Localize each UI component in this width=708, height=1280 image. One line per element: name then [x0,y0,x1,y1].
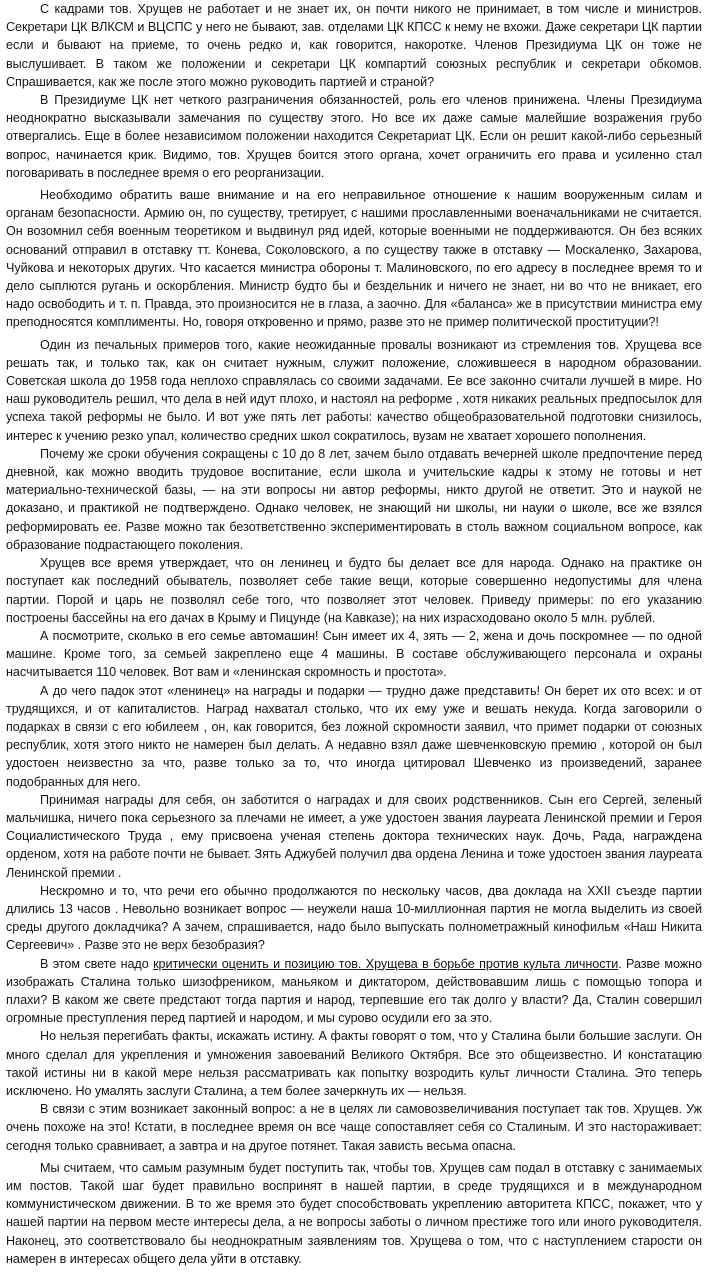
personality-cult-rest: . Разве можно изображать Сталина только шизофреником, маньяком и диктатором, действовавшим лишь с помощью топора и плахи? В каком же свете предстают тогда партия и народ, терпевшие его так долго у власти? Да, Сталин совершил огромные преступления перед партией и народом, и мы сурово осудили его за это. [6,956,702,1026]
paragraph-leninist-claims: Хрущев все время утверждает, что он ленинец и будто бы делает все для народа. Однако на практике он поступает как последний обыватель, позволяет себе такие вещи, которые совершенно недопустимы для члена партии. Порой и царь не позволял себе того, что позволяет этот человек. Приведу примеры: по его указанию построены бассейны на его дачах в Крыму и Пицунде (на Кавказе); на них израсходовано около 5 млн. рублей. [6,556,702,625]
paragraph-armed-forces: Необходимо обратить ваше внимание и на его неправильное отношение к нашим вооруженным силам и органам безопасности. Армию он, по существу, третирует, с нашими прославленными военачальниками не считается. Он возомнил себя военным теоретиком и выдвинул ряд идей, которые военными не поддерживаются. Он без всяких оснований отправил в отставку тт. Конева, Соколовского, а по существу также в отставку — Москаленко, Захарова, Чуйкова и некоторых других. Что касается министра обороны т. Малиновского, по его адресу в последнее время то и дело сыплются ругань и оскорбления. Министр будто бы и бездельник и ничего не знает, ни во что не вникает, его надо освободить и т. п. Правда, это произносится не в глаза, а заочно. Для «баланса» же в присутствии министра ему преподносятся комплименты. Но, говоря откровенно и прямо, разве это не пример политической проституции?! [6,188,702,330]
paragraph-long-speeches: Нескромно и то, что речи его обычно продолжаются по нескольку часов, два доклада на XXII съезде партии длились 13 часов . Невольно возникает вопрос — неужели наша 10-миллионная партия не могла выделить из своей среды другого докладчика? А зачем, спрашивается, надо было выпускать полнометражный кинофильм «Наш Никита Сергеевич» . Разве это не верх безобразия? [6,883,702,953]
paragraph-awards-gifts: А до чего падок этот «ленинец» на награды и подарки — трудно даже представить! Он берет их ото всех: и от трудящихся, и от капиталистов. Наград нахватал столько, что их ему уже и вешать некуда. Когда заговорили о подарках в связи с его юбилеем , он, как говорится, без ложной скромности заявил, что примет подарки от союзных республик, хотя этого никто не намерен был делать. А недавно взял даже шевченковскую премию , которой он был удостоен неизвестно за что, разве только за то, что иногда цитировал Шевченко из произведений, заранее подобранных для него. [6,683,702,789]
paragraph-relatives-awards: Принимая награды для себя, он заботится о наградах и для своих родственников. Сын его Сергей, зеленый мальчишка, ничего пока серьезного за плечами не имеет, а уже удостоен звания лауреата Ленинской премии и Героя Социалистического Труда , ему присвоена ученая степень доктора технических наук. Дочь, Рада, награждена орденом, хотя на работе почти не бывает. Зять Аджубей получил два ордена Ленина и тоже удостоен звания лауреата Ленинской премии . [6,792,702,880]
paragraph-personality-cult [6,955,702,1028]
personality-cult-underlined: критически оценить и позицию тов. Хрущева в борьбе против культа личности [153,956,619,971]
paragraph-resignation: Мы считаем, что самым разумным будет поступить так, чтобы тов. Хрущев сам подал в отставку с занимаемых им постов. Такой шаг будет правильно воспринят в нашей партии, в среде трудящихся и в международном коммунистическом движении. В то же время это будет способствовать укреплению авторитета КПСС, покажет, что у нашей партии на первом месте интересы дела, а не вопросы заботы о личном престиже того или иного руководителя. Наконец, это соответствовало бы неоднократным заявлениям тов. Хрущева о том, что с наступлением старости он намерен в интересах общего дела уйти в отставку. [6,1160,702,1266]
paragraph-self-glorification: В связи с этим возникает законный вопрос: а не в целях ли самовозвеличивания поступает так тов. Хрущев. Уж очень похоже на это! Кстати, в последнее время он все чаще сопоставляет себя со Сталиным. И это настораживает: сегодня только сравнивает, а завтра и на другое потянет. Такая зависть весьма опасна. [6,1102,702,1153]
personality-cult-lead: В этом свете надо [40,956,154,971]
paragraph-education-reform: Один из печальных примеров того, какие неожиданные провалы возникают из стремления тов. Хрущева все решать так, и только так, как он считает нужным, служит положение, сложившееся в народном образовании. Советская школа до 1958 года неплохо справлялась со своими задачами. Ее все законно считали лучшей в мире. Но наш руководитель решил, что дела в ней идут плохо, и настоял на реформе , хотя никаких реальных предпосылок для успеха такой реформы не было. И вот уже пять лет работы: качество общеобразовательной подготовки снизилось, интерес к учению резко упал, количество средних школ сократилось, вузам не хватает хорошего пополнения. [6,337,702,443]
paragraph-stalin-merits: Но нельзя перегибать факты, искажать истину. А факты говорят о том, что у Сталина были большие заслуги. Он много сделал для укрепления и умножения завоеваний Великого Октября. Все это общеизвестно. И констатацию такой истины ни в какой мере нельзя рассматривать как попытку возродить культ личности Сталина. Это теперь исключено. Но умалять заслуги Сталина, а тем более зачеркнуть их — нельзя. [6,1029,702,1098]
paragraph-presidium: В Президиуме ЦК нет четкого разграничения обязанностей, роль его членов принижена. Члены Президиума неоднократно высказывали замечания по существу этого. Но все их даже самые малейшие возражения грубо отвергались. Еще в более независимом положении находится Секретариат ЦК. Если он решит какой-либо серьезный вопрос, начинается крик. Видимо, тов. Хрущев боится этого органа, хочет ограничить его права и усиленно стал поговаривать в последнее время о его реорганизации. [6,93,702,180]
paragraph-cadres: С кадрами тов. Хрущев не работает и не знает их, он почти никого не принимает, в том числе и министров. Секретари ЦК ВЛКСМ и ВЦСПС у него не бывают, зав. отделами ЦК КПСС к нему не вхожи. Даже секретари ЦК партии если и бывают на приеме, то очень редко и, как говорится, накоротке. Членов Президиума ЦК он тоже не выслушивает. В таком же положении и секретари ЦК компартий союзных республик и секретари обкомов. Спрашивается, как же после этого можно руководить партией и страной? [6,2,702,89]
document-page [6,0,702,1268]
paragraph-school-terms: Почему же сроки обучения сокращены с 10 до 8 лет, зачем было отдавать вечерней школе предпочтение перед дневной, как можно вводить трудовое воспитание, если школа и учительские кадры к этому не готовы и нет материально-технической базы, — на эти вопросы ни автор реформы, никто другой не ответит. Это и наукой не доказано, и практикой не подтверждено. Однако человек, не знающий ни школы, ни науки о школе, все же взялся реформировать ее. Разве можно так безответственно экспериментировать в столь важном социальном вопросе, как образование подрастающего поколения. [6,446,702,552]
paragraph-family-cars: А посмотрите, сколько в его семье автомашин! Сын имеет их 4, зять — 2, жена и дочь поскромнее — по одной машине. Кроме того, за семьей закреплено еще 4 машины. В составе обслуживающего персонала и охраны насчитывается 110 человек. Вот вам и «ленинская скромность и простота». [6,628,702,680]
